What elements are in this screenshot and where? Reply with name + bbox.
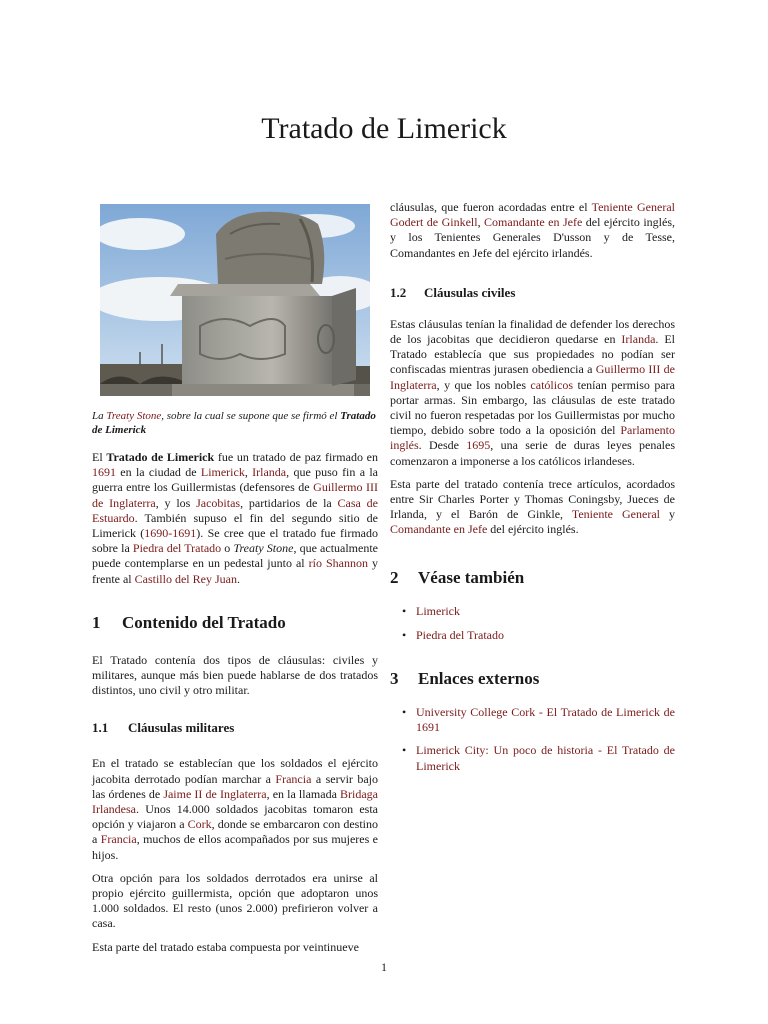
- section-1-1-heading: 1.1 Cláusulas militares: [92, 720, 235, 736]
- link-francia-2[interactable]: Francia: [100, 832, 137, 847]
- left-column: [92, 450, 378, 963]
- link-comandante-en-jefe-2[interactable]: Comandante en Jefe: [390, 522, 488, 537]
- link-limerick[interactable]: Limerick: [200, 465, 245, 480]
- link-parlamento-ingles[interactable]: Parlamento inglés: [390, 423, 675, 453]
- photo-caption: La Treaty Stone, sobre la cual se supone que se firmó el Tratado de Limerick: [92, 410, 376, 436]
- link-see-also-limerick[interactable]: Limerick: [416, 603, 460, 618]
- section-2-heading: 2 Véase también: [390, 567, 525, 587]
- section-1-1-paragraph-3: Esta parte del tratado estaba compuesta por veintinueve: [92, 939, 359, 954]
- link-teniente-general-ginkell[interactable]: Teniente General Godert de Ginkell: [390, 200, 675, 230]
- bullet-icon: •: [402, 743, 407, 758]
- section-1-1-paragraph-1: En el tratado se establecían que los soldados el ejército jacobita derrotado podían marchar a Francia a servir bajo las órdenes de Jaime II de Inglaterra, en la llamada Bridaga Irlandesa. Unos 14.000 soldados jacobitas tomaron esta opción y viajaron a Cork, donde se embarcaron con destino a Francia, muchos de ellos acompañados por sus mujeres e hijos.: [92, 756, 379, 862]
- bullet-icon: •: [402, 705, 407, 720]
- link-piedra-tratado[interactable]: Piedra del Tratado: [132, 541, 222, 556]
- link-ucc[interactable]: University College Cork - El Tratado de Limerick de 1691: [416, 705, 675, 735]
- list-item: [390, 743, 675, 773]
- link-1690-1691[interactable]: 1690-1691: [144, 526, 197, 541]
- link-limerick-city[interactable]: Limerick City: Un poco de historia - El Tratado de Limerick: [416, 743, 675, 773]
- link-jaime-ii[interactable]: Jaime II de Inglaterra: [163, 786, 267, 801]
- link-cork[interactable]: Cork: [187, 817, 212, 832]
- section-1-1-paragraph-2: Otra opción para los soldados derrotados era unirse al propio ejército guillermista, opción que adoptaron unos 1.000 soldados. El resto (unos 2.000) prefirieron volver a casa.: [92, 870, 378, 931]
- continued-paragraph: cláusulas, que fueron acordadas entre el Teniente General Godert de Ginkell, Comandante en Jefe del ejército inglés, y los Tenientes Generales D'usson y de Tesse, Comandantes en Jefe del ejército irlandés.: [390, 200, 675, 260]
- list-item: [390, 604, 675, 619]
- link-francia[interactable]: Francia: [275, 771, 312, 786]
- link-catolicos[interactable]: católicos: [530, 377, 574, 392]
- right-column: [390, 200, 675, 774]
- list-item: [390, 628, 675, 643]
- see-also-list: [390, 604, 675, 643]
- intro-paragraph: El Tratado de Limerick fue un tratado de paz firmado en 1691 en la ciudad de Limerick, Irlanda, que puso fin a la guerra entre los Guillermistas (defensores de Guillermo III de Inglaterra, y los Jacobitas, partidarios de la Casa de Estuardo. También supuso el fin del segundo sitio de Limerick (1690-1691). Se cree que el tratado fue firmado sobre la Piedra del Tratado o Treaty Stone, que actualmente puede contemplarse en un pedestal junto al río Shannon y frente al Castillo del Rey Juan.: [92, 450, 379, 586]
- bullet-icon: •: [402, 627, 407, 642]
- link-castillo-rey-juan[interactable]: Castillo del Rey Juan: [134, 571, 237, 586]
- link-casa-estuardo[interactable]: Casa de Estuardo: [92, 495, 378, 525]
- section-1-2-paragraph-2: Esta parte del tratado contenía trece artículos, acordados entre Sir Charles Porter y Thomas Coningsby, Jueces de Irlanda, y el Barón de Ginkle, Teniente General y Comandante en Jefe del ejército inglés.: [390, 476, 676, 537]
- link-1695[interactable]: 1695: [466, 438, 491, 453]
- link-rio-shannon[interactable]: río Shannon: [308, 556, 368, 571]
- section-1-paragraph: El Tratado contenía dos tipos de cláusulas: civiles y militares, aunque más bien puede hablarse de dos tratados distintos, uno civil y otro militar.: [92, 652, 378, 698]
- link-teniente-general[interactable]: Teniente General: [571, 507, 660, 522]
- link-jacobitas[interactable]: Jacobitas: [196, 495, 241, 510]
- section-1-2-heading: 1.2 Cláusulas civiles: [390, 284, 516, 300]
- page-title: Tratado de Limerick: [261, 112, 507, 145]
- list-item: [390, 705, 675, 735]
- link-bridaga-irlandesa[interactable]: Bridaga Irlandesa: [92, 786, 378, 817]
- treaty-stone-photo: [100, 204, 370, 396]
- section-1-2-paragraph-1: Estas cláusulas tenían la finalidad de defender los derechos de los jacobitas que decidieron quedarse en Irlanda. El Tratado establecía que sus propiedades no podían ser confiscadas mientras jurasen obediencia a Guillermo III de Inglaterra, y que los nobles católicos tenían permiso para portar armas. Sin embargo, las cláusulas de este tratado civil no fueron respetadas por los Guillermistas por mucho tiempo, debido sobre todo a la oposición del Parlamento inglés. Desde 1695, una serie de duras leyes penales comenzaron a imponerse a los católicos irlandeses.: [390, 316, 676, 468]
- section-3-heading: 3 Enlaces externos: [390, 669, 540, 689]
- link-guillermo-iii[interactable]: Guillermo III de Inglaterra: [92, 480, 379, 510]
- page-number: 1: [381, 960, 387, 974]
- link-irlanda[interactable]: Irlanda: [252, 465, 287, 480]
- section-1-heading: 1 Contenido del Tratado: [92, 612, 286, 632]
- bullet-icon: •: [402, 603, 407, 618]
- link-comandante-en-jefe[interactable]: Comandante en Jefe: [484, 215, 583, 230]
- link-see-also-piedra[interactable]: Piedra del Tratado: [416, 627, 504, 642]
- link-irlanda-2[interactable]: Irlanda: [621, 332, 656, 347]
- link-1691[interactable]: 1691: [92, 465, 116, 480]
- external-links-list: [390, 705, 675, 774]
- treaty-stone-link[interactable]: Treaty Stone: [106, 410, 162, 422]
- link-guillermo-iii-2[interactable]: Guillermo III de Inglaterra: [390, 362, 676, 392]
